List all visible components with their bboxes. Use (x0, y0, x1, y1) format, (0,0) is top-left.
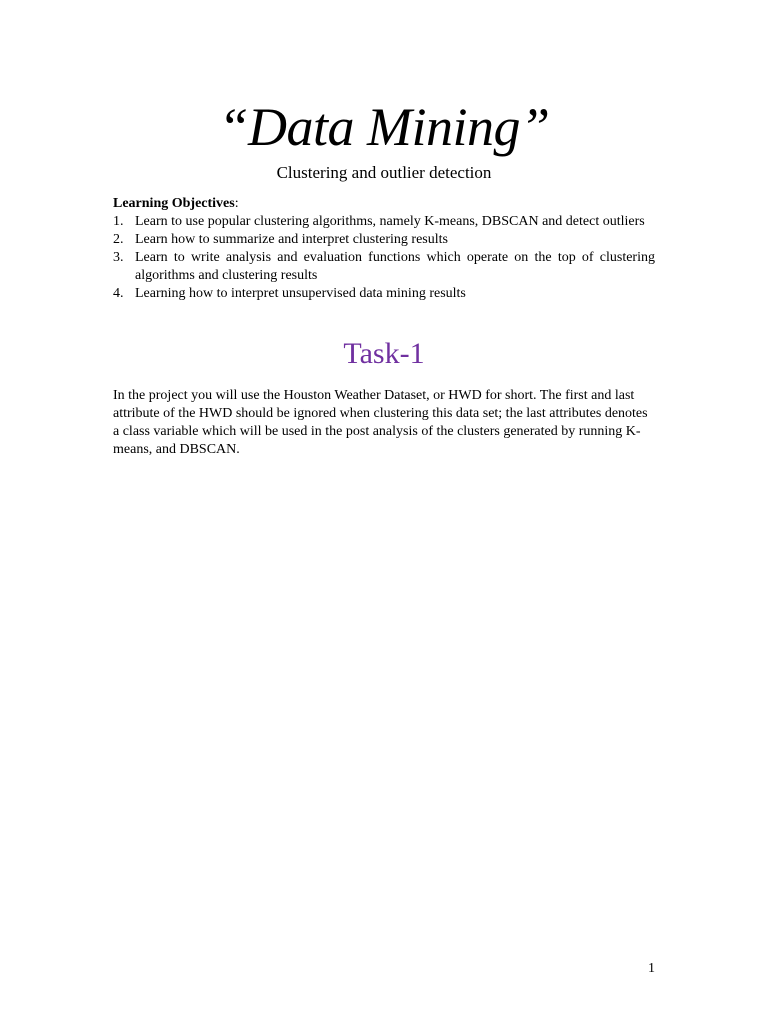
learning-objectives-heading (113, 195, 655, 213)
task-paragraph: In the project you will use the Houston Weather Dataset, or HWD for short. The first and last attribute of the HWD should be ignored when clustering this data set; the last attributes denotes a class variable which will be used in the post analysis of the clusters generated by running K-means, and DBSCAN. (113, 388, 648, 457)
learning-objectives-section (113, 195, 655, 303)
page-number: 1 (648, 961, 655, 976)
task-heading: Task-1 (343, 337, 425, 370)
learning-objectives-heading-colon: : (234, 196, 239, 211)
list-item-text: Learn how to summarize and interpret clustering results (135, 232, 448, 247)
list-item-text: Learning how to interpret unsupervised data mining results (135, 286, 466, 301)
list-item-text: Learn to write analysis and evaluation functions which operate on the top of clustering algorithms and clustering results (135, 250, 655, 283)
list-item-number: 2. (113, 232, 124, 247)
document-subtitle: Clustering and outlier detection (276, 163, 492, 182)
document-title: “Data Mining” (218, 97, 550, 157)
list-item-number: 4. (113, 286, 124, 301)
list-item (113, 213, 655, 231)
list-item (113, 231, 655, 249)
list-item-number: 3. (113, 250, 124, 265)
list-item (113, 249, 655, 285)
list-item-number: 1. (113, 214, 124, 229)
learning-objectives-list (113, 213, 655, 303)
list-item (113, 285, 655, 303)
learning-objectives-heading-text: Learning Objectives (113, 196, 235, 211)
list-item-text: Learn to use popular clustering algorithms, namely K-means, DBSCAN and detect outliers (135, 214, 645, 229)
